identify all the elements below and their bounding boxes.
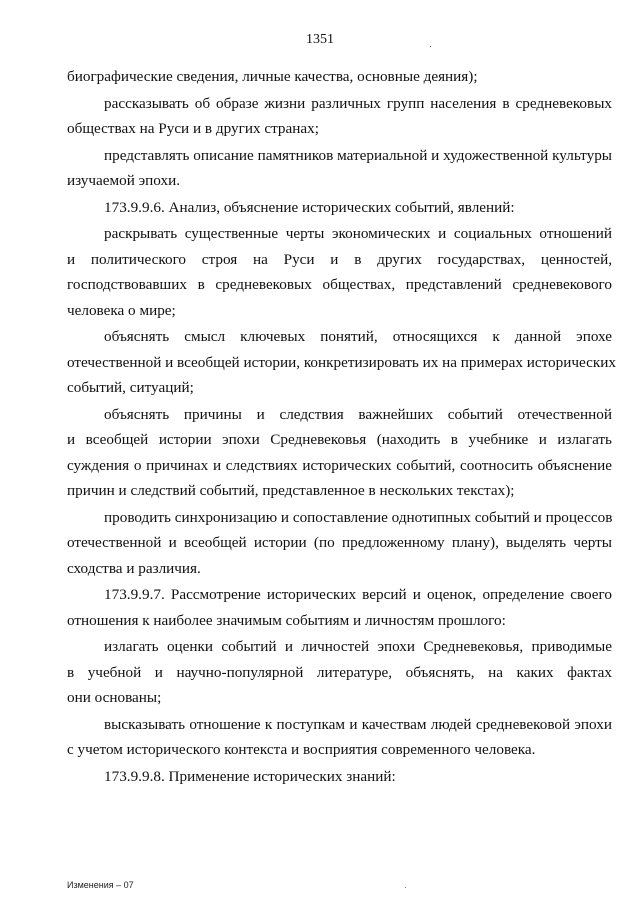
text-line: и всеобщей истории эпохи Средневековья (находить в учебнике и излагать	[67, 431, 612, 448]
text-line: они основаны;	[67, 689, 162, 706]
text-line: излагать оценки событий и личностей эпохи Средневековья, приводимые	[104, 638, 612, 655]
text-line: представлять описание памятников материальной и художественной культуры	[104, 146, 612, 164]
text-line: в учебной и научно-популярной литературе, объяснять, на каких фактах	[67, 663, 612, 681]
text-line: 173.9.9.7. Рассмотрение исторических версий и оценок, определение своего	[104, 586, 612, 603]
text-line: с учетом исторического контекста и восприятия современного человека.	[67, 741, 536, 758]
page-number: 1351	[306, 32, 334, 47]
scan-speck	[430, 46, 431, 47]
text-line: отношения к наиболее значимым событиям и личностям прошлого:	[67, 611, 506, 629]
document-body	[67, 64, 616, 789]
text-line: отечественной и всеобщей истории, конкретизировать их на примерах исторических	[67, 353, 616, 371]
text-line: рассказывать об образе жизни различных групп населения в средневековых	[104, 94, 612, 112]
text-line: господствовавших в средневековых обществах, представлений средневекового	[67, 276, 612, 293]
footer-revision-note: Изменения – 07	[67, 880, 134, 890]
text-line: высказывать отношение к поступкам и качествам людей средневековой эпохи	[104, 715, 612, 733]
text-line: обществах на Руси и в других странах;	[67, 120, 319, 137]
text-line: отечественной и всеобщей истории (по предложенному плану), выделять черты	[67, 534, 612, 551]
text-line: суждения о причинах и следствиях исторических событий, соотносить объяснение	[67, 456, 612, 474]
text-line: объяснять смысл ключевых понятий, относящихся к данной эпохе	[104, 328, 612, 345]
text-line: проводить синхронизацию и сопоставление однотипных событий и процессов	[104, 508, 613, 526]
text-line: сходства и различия.	[67, 559, 201, 577]
text-line: 173.9.9.6. Анализ, объяснение исторических событий, явлений:	[104, 198, 515, 216]
text-line: 173.9.9.8. Применение исторических знаний:	[104, 767, 396, 785]
text-line: и политического строя на Руси и в других государствах, ценностей,	[67, 250, 612, 268]
scan-speck	[405, 887, 406, 888]
text-line: изучаемой эпохи.	[67, 172, 181, 189]
text-line: причин и следствий событий, представленное в нескольких текстах);	[67, 482, 515, 499]
text-line: человека о мире;	[67, 301, 176, 319]
text-line: событий, ситуаций;	[67, 379, 194, 396]
text-line: биографические сведения, личные качества, основные деяния);	[67, 68, 478, 85]
text-line: объяснять причины и следствия важнейших событий отечественной	[104, 405, 612, 423]
text-line: раскрывать существенные черты экономических и социальных отношений	[104, 225, 612, 242]
